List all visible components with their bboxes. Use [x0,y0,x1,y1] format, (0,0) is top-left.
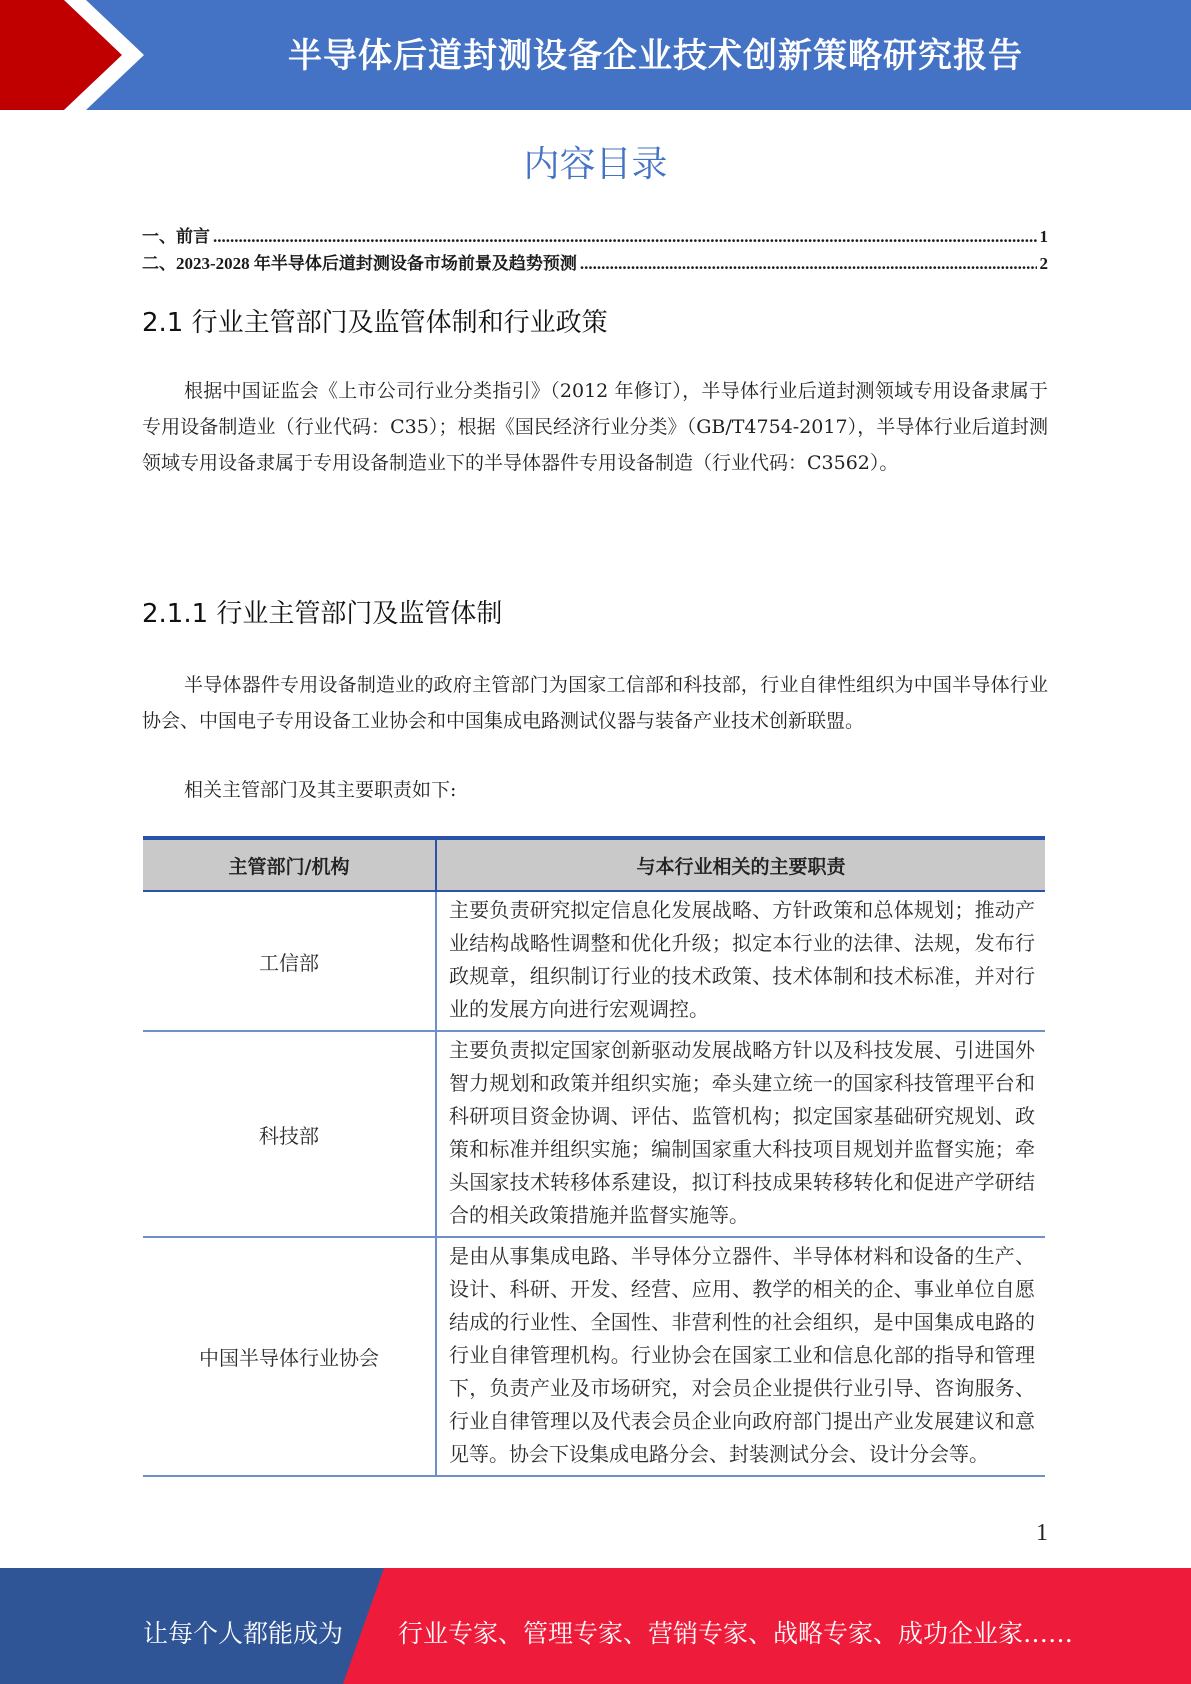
toc-entry-page: 1 [1039,227,1048,246]
table-row [143,1237,1045,1476]
toc-dot-leader [580,254,1037,274]
duty-cell: 主要负责研究拟定信息化发展战略、方针政策和总体规划；推动产业结构战略性调整和优化升级；拟定本行业的法律、法规，发布行政规章，组织制订行业的技术政策、技术体制和技术标准，并对行业的发展方向进行宏观调控。 [436,891,1045,1031]
department-cell: 工信部 [143,891,436,1031]
toc-entry-page: 2 [1039,254,1048,273]
section-heading-2-1-1: 2.1.1 行业主管部门及监管体制 [142,599,503,629]
table-header-row [143,838,1045,891]
table-row [143,891,1045,1031]
header-banner [0,0,1191,110]
toc-dot-leader [213,227,1037,247]
toc-entry-preface[interactable] [142,222,1048,249]
department-cell: 科技部 [143,1031,436,1237]
footer-slogan-right: 行业专家、管理专家、营销专家、战略专家、成功企业家…… [398,1619,1074,1648]
toc-entry-market-forecast[interactable] [142,249,1048,276]
duty-cell: 是由从事集成电路、半导体分立器件、半导体材料和设备的生产、设计、科研、开发、经营、应用、教学的相关的企、事业单位自愿结成的行业性、全国性、非营利性的社会组织，是中国集成电路的行业自律管理机构。行业协会在国家工业和信息化部的指导和管理下，负责产业及市场研究，对会员企业提供行业引导、咨询服务、行业自律管理以及代表会员企业向政府部门提出产业发展建议和意见等。协会下设集成电路分会、封装测试分会、设计分会等。 [436,1237,1045,1476]
table-row [143,1031,1045,1237]
column-header-duties: 与本行业相关的主要职责 [436,838,1045,891]
report-title: 半导体后道封测设备企业技术创新策略研究报告 [288,36,1023,76]
department-cell: 中国半导体行业协会 [143,1237,436,1476]
duty-cell: 主要负责拟定国家创新驱动发展战略方针以及科技发展、引进国外智力规划和政策并组织实施；牵头建立统一的国家科技管理平台和科研项目资金协调、评估、监管机构；拟定国家基础研究规划、政策和标准并组织实施；编制国家重大科技项目规划并监督实施；牵头国家技术转移体系建设，拟订科技成果转移转化和促进产学研结合的相关政策措施并监督实施等。 [436,1031,1045,1237]
toc-entry-label: 一、前言 [142,227,210,246]
section-2-1-1-paragraph: 半导体器件专用设备制造业的政府主管部门为国家工信部和科技部，行业自律性组织为中国半导体行业协会、中国电子专用设备工业协会和中国集成电路测试仪器与装备产业技术创新联盟。 [142,674,1048,732]
page-number: 1 [1036,1520,1048,1546]
section-heading-2-1: 2.1 行业主管部门及监管体制和行业政策 [142,308,608,338]
footer-banner [0,1568,1191,1684]
section-2-1-paragraph: 根据中国证监会《上市公司行业分类指引》（2012 年修订），半导体行业后道封测领域专用设备隶属于专用设备制造业（行业代码：C35）；根据《国民经济行业分类》（GB/T4754-2017），半导体行业后道封测领域专用设备隶属于专用设备制造业下的半导体器件专用设备制造（行业代码：C3562）。 [142,380,1048,474]
table-intro: 相关主管部门及其主要职责如下: [184,779,457,801]
footer-slogan-left: 让每个人都能成为 [143,1619,344,1648]
toc-heading: 内容目录 [523,144,668,185]
responsibilities-table [143,836,1045,1477]
toc-entry-label: 二、2023-2028 年半导体后道封测设备市场前景及趋势预测 [142,254,577,273]
column-header-department: 主管部门/机构 [143,838,436,891]
table-of-contents [142,222,1048,276]
